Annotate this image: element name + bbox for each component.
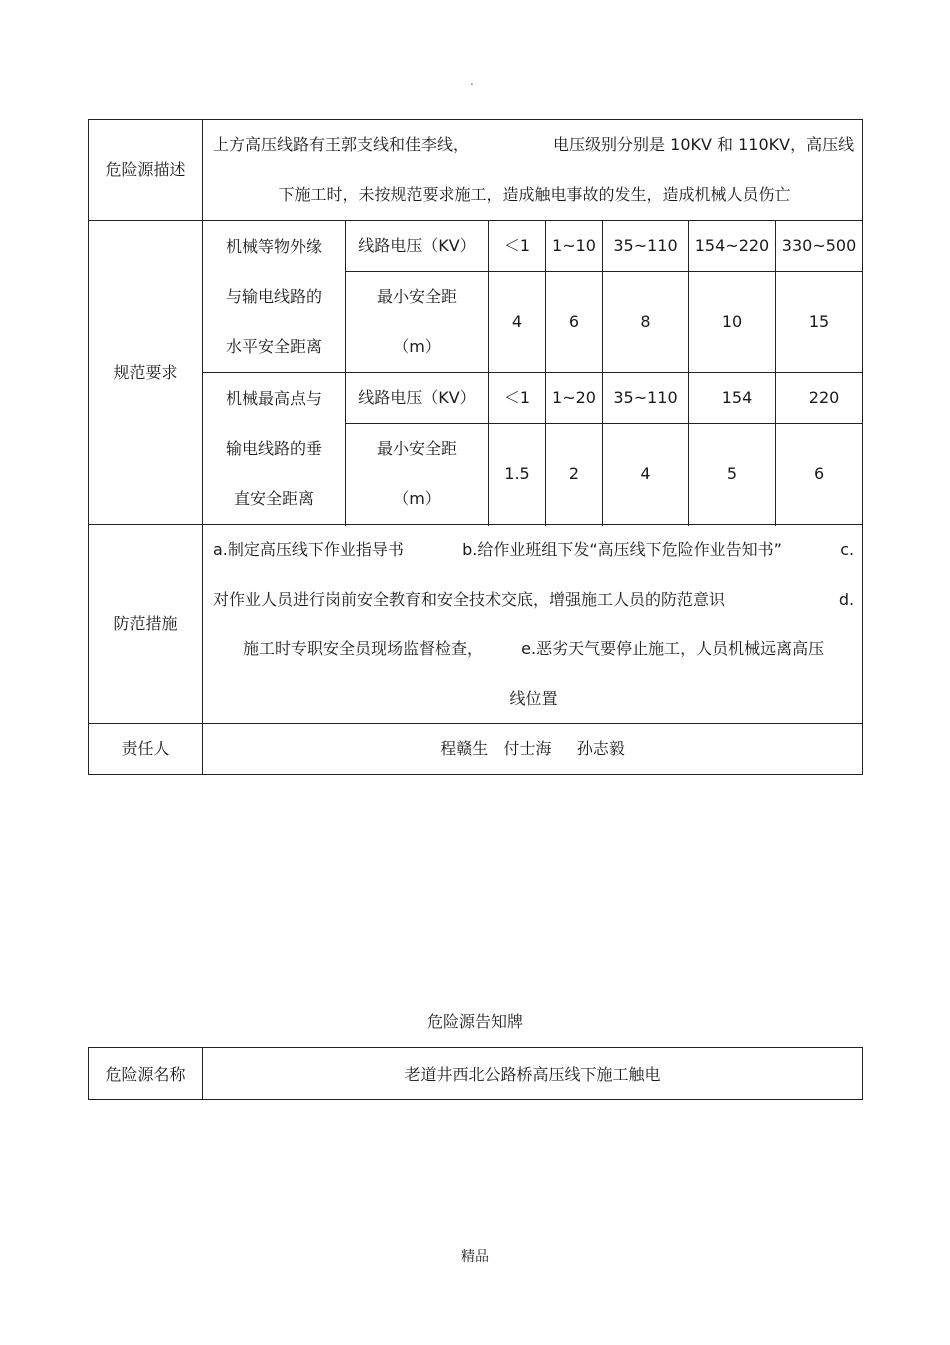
hazard-table (88, 119, 863, 775)
desc-line-2: 下施工时，未按规范要求施工，造成触电事故的发生，造成机械人员伤亡 (278, 185, 791, 204)
horizontal-voltage-5: 330~500 (776, 221, 863, 272)
horizontal-distance-1: 4 (489, 272, 546, 373)
spec-label: 规范要求 (89, 221, 203, 525)
horizontal-distance-4: 10 (689, 272, 776, 373)
vertical-voltage-2: 1~20 (546, 373, 603, 424)
desc-line-1b: 电压级别分别是 10KV 和 110KV，高压线 (553, 135, 855, 154)
notice-board-title: 危险源告知牌 (426, 1012, 523, 1031)
horizontal-voltage-label: 线路电压（KV） (346, 221, 489, 272)
prevent-line-3 (213, 624, 854, 674)
horizontal-voltage-4: 154~220 (689, 221, 776, 272)
desc-label: 危险源描述 (89, 120, 203, 221)
hazard-name-value: 老道井西北公路桥高压线下施工触电 (203, 1048, 863, 1100)
vertical-distance-5: 6 (776, 424, 863, 525)
vertical-distance-1: 1.5 (489, 424, 546, 525)
vertical-title-line-3: 直安全距离 (233, 488, 314, 508)
horizontal-voltage-3: 35~110 (603, 221, 689, 272)
vertical-distance-2: 2 (546, 424, 603, 525)
page-top-mark: . (470, 74, 474, 88)
prevent-line-2 (213, 575, 854, 625)
prevent-line-1b: b.给作业班组下发“高压线下危险作业告知书” (462, 540, 782, 559)
prevent-line-1 (213, 525, 854, 575)
vertical-voltage-3: 35~110 (603, 373, 689, 424)
horizontal-title-line-3: 水平安全距离 (225, 336, 322, 356)
notice-board-table (88, 1047, 863, 1100)
person-label: 责任人 (89, 724, 203, 775)
prevent-line-2a: 对作业人员进行岗前安全教育和安全技术交底，增强施工人员的防范意识 (213, 589, 726, 609)
vertical-distance-3: 4 (603, 424, 689, 525)
prevent-label: 防范措施 (89, 525, 203, 724)
vertical-title (203, 373, 346, 525)
vertical-distance-label (346, 424, 489, 525)
horizontal-distance-3: 8 (603, 272, 689, 373)
horizontal-distance-label-line-1: 最小安全距 (376, 287, 457, 306)
prevent-line-3a: 施工时专职安全员现场监督检查， (242, 639, 483, 658)
desc-line-1a: 上方高压线路有王郭支线和佳李线， (213, 135, 470, 154)
vertical-voltage-5: 220 (776, 373, 863, 424)
prevent-line-1a: a.制定高压线下作业指导书 (213, 540, 404, 559)
prevent-line-1c: c. (840, 540, 855, 559)
page-footer: 精品 (461, 1249, 489, 1265)
prevent-line-2b: d. (838, 589, 855, 609)
vertical-voltage-4: 154 (689, 373, 776, 424)
prevent-line-3b: e.恶劣天气要停止施工，人员机械远离高压 (521, 639, 825, 658)
vertical-distance-label-line-1: 最小安全距 (376, 439, 457, 458)
horizontal-distance-5: 15 (776, 272, 863, 373)
horizontal-title-line-2: 与输电线路的 (225, 286, 322, 306)
hazard-name-label: 危险源名称 (89, 1048, 203, 1100)
prevent-cell (203, 525, 863, 724)
horizontal-distance-label-line-2: （m） (393, 337, 441, 356)
horizontal-distance-2: 6 (546, 272, 603, 373)
vertical-voltage-label: 线路电压（KV） (346, 373, 489, 424)
vertical-distance-label-line-2: （m） (393, 489, 441, 508)
desc-cell (203, 120, 863, 221)
horizontal-voltage-1: ＜1 (489, 221, 546, 272)
horizontal-distance-label (346, 272, 489, 373)
horizontal-title (203, 221, 346, 373)
vertical-voltage-1: ＜1 (489, 373, 546, 424)
prevent-line-4: 线位置 (509, 688, 558, 708)
vertical-distance-4: 5 (689, 424, 776, 525)
horizontal-voltage-2: 1~10 (546, 221, 603, 272)
person-names: 程赣生 付士海 孙志毅 (203, 724, 863, 775)
vertical-title-line-1: 机械最高点与 (225, 388, 322, 408)
horizontal-title-line-1: 机械等物外缘 (225, 236, 322, 256)
vertical-title-line-2: 输电线路的垂 (225, 438, 322, 458)
desc-line-1 (213, 120, 854, 170)
